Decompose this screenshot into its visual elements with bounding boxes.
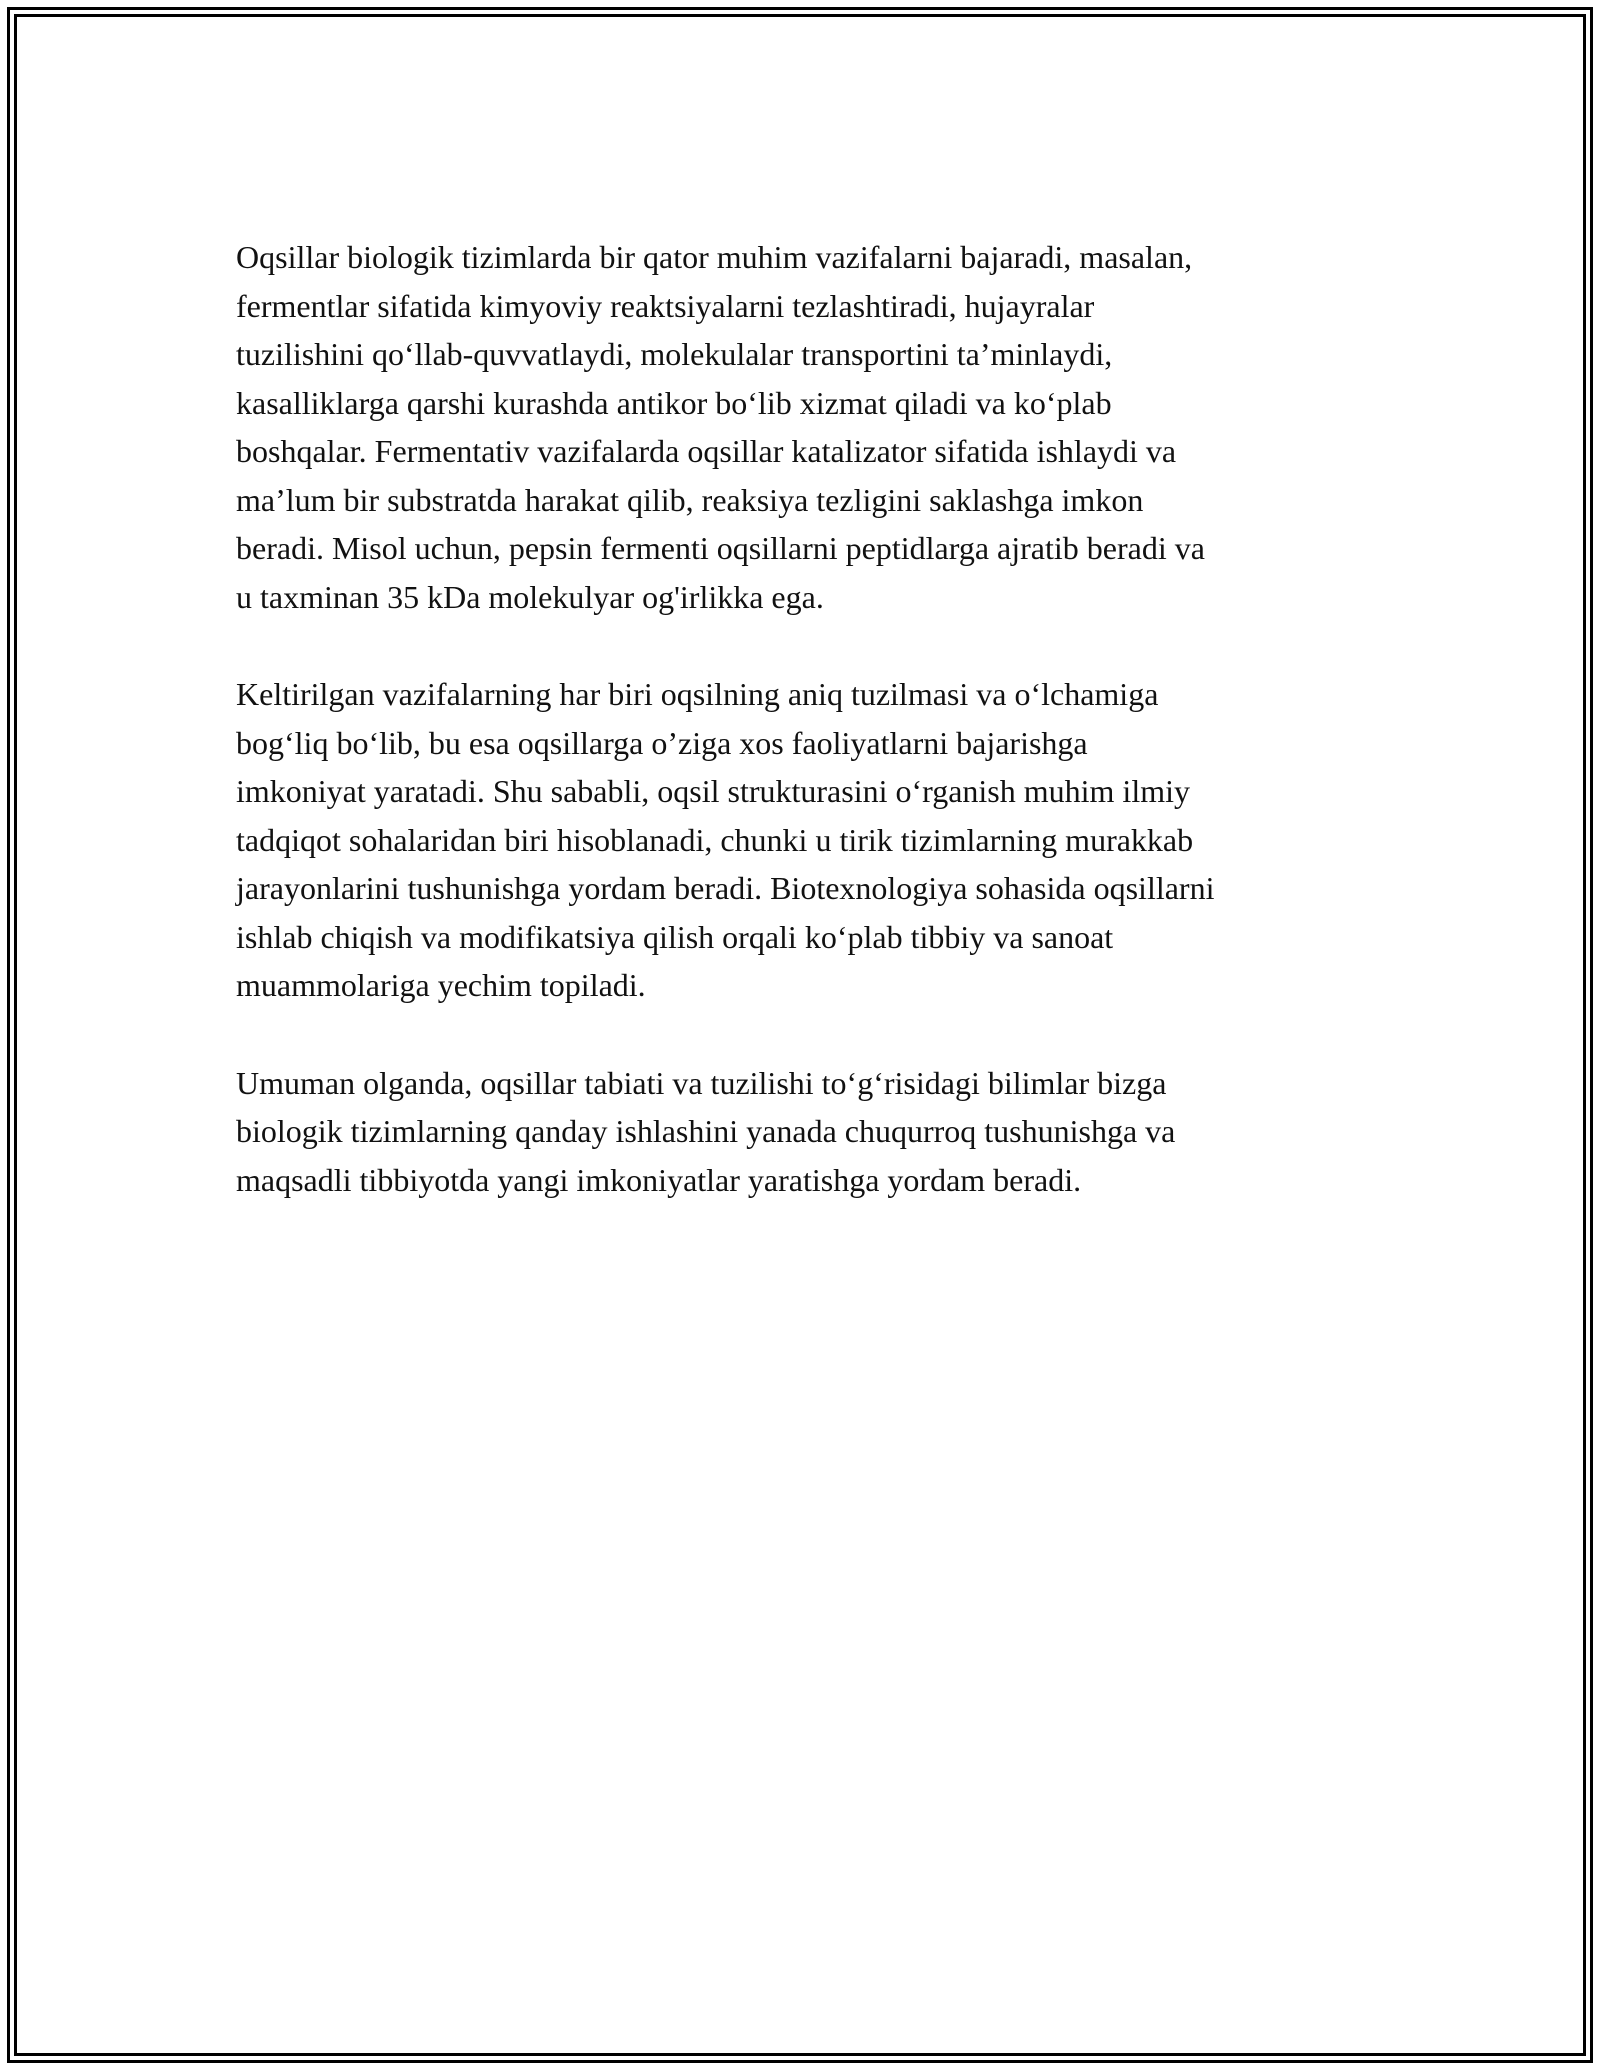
document-body: [236, 233, 1376, 1253]
paragraph-1: Oqsillar biologik tizimlarda bir qator muhim vazifalarni bajaradi, masalan, fermentlar sifatida kimyoviy reaktsiyalarni tezlashtiradi, hujayralar tuzilishini qo‘llab-quvvatlaydi, molekulalar transportini ta’minlaydi, kasalliklarga qarshi kurashda antikor bo‘lib xizmat qiladi va ko‘plab boshqalar. Fermentativ vazifalarda oqsillar katalizator sifatida ishlaydi va ma’lum bir substratda harakat qilib, reaksiya tezligini saklashga imkon beradi. Misol uchun, pepsin fermenti oqsillarni peptidlarga ajratib beradi va u taxminan 35 kDa molekulyar og'irlikka ega.: [236, 239, 1205, 615]
paragraph-3: Umuman olganda, oqsillar tabiati va tuzilishi to‘g‘risidagi bilimlar bizga biologik tizimlarning qanday ishlashini yanada chuqurroq tushunishga va maqsadli tibbiyotda yangi imkoniyatlar yaratishga yordam beradi.: [236, 1064, 1176, 1198]
paragraph-2: Keltirilgan vazifalarning har biri oqsilning aniq tuzilmasi va o‘lchamiga bog‘liq bo‘lib, bu esa oqsillarga o’ziga xos faoliyatlarni bajarishga imkoniyat yaratadi. Shu sababli, oqsil strukturasini o‘rganish muhim ilmiy tadqiqot sohalaridan biri hisoblanadi, chunki u tirik tizimlarning murakkab jarayonlarini tushunishga yordam beradi. Biotexnologiya sohasida oqsillarni ishlab chiqish va modifikatsiya qilish orqali ko‘plab tibbiy va sanoat muammolariga yechim topiladi.: [236, 676, 1215, 1003]
